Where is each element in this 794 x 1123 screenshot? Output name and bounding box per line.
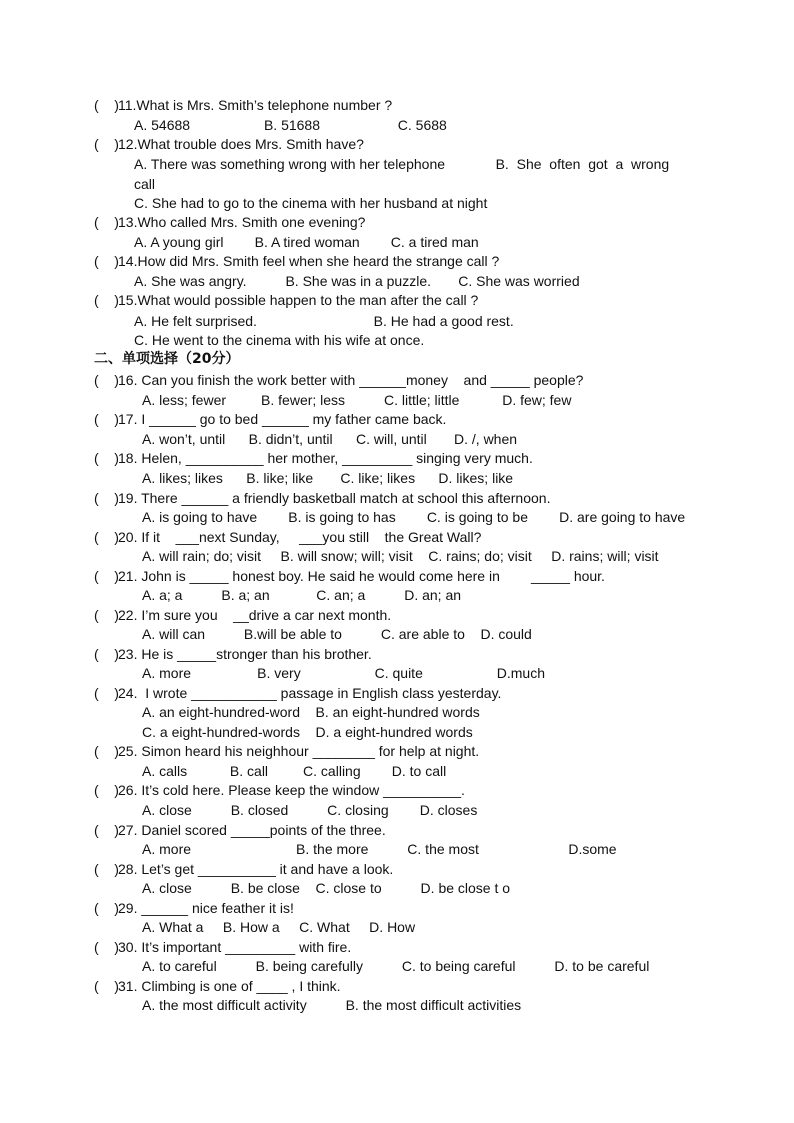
answer-options-line: A. will can B.will be able to C. are able to D. could <box>142 626 532 642</box>
question-stem-11: 11.What is Mrs. Smith’s telephone number ? <box>118 97 393 113</box>
answer-blank-25[interactable]: ( ) <box>94 743 119 759</box>
answer-options-line: C. She had to go to the cinema with her husband at night <box>134 195 488 211</box>
question-stem-31: 31. Climbing is one of ____ , I think. <box>118 978 341 994</box>
section-heading: 二、单项选择（20分） <box>94 351 240 367</box>
answer-options-line: A. to careful B. being carefully C. to being careful D. to be careful <box>142 958 650 974</box>
answer-blank-14[interactable]: ( ) <box>94 253 119 269</box>
question-stem-20: 20. If it ___next Sunday, ___you still the Great Wall? <box>118 529 482 545</box>
answer-options-line: A. a; a B. a; an C. an; a D. an; an <box>142 587 462 603</box>
answer-blank-17[interactable]: ( ) <box>94 411 119 427</box>
answer-options-line: A. is going to have B. is going to has C. is going to be D. are going to have <box>142 509 686 525</box>
question-stem-15: 15.What would possible happen to the man after the call ? <box>118 292 479 308</box>
answer-blank-11[interactable]: ( ) <box>94 97 119 113</box>
question-stem-22: 22. I’m sure you __drive a car next month. <box>118 607 392 623</box>
question-stem-16: 16. Can you finish the work better with ______money and _____ people? <box>118 372 584 388</box>
answer-blank-29[interactable]: ( ) <box>94 900 119 916</box>
answer-options-line: C. He went to the cinema with his wife at once. <box>134 332 425 348</box>
answer-blank-28[interactable]: ( ) <box>94 861 119 877</box>
question-stem-26: 26. It’s cold here. Please keep the window __________. <box>118 782 465 798</box>
answer-options-line: A. likes; likes B. like; like C. like; likes D. likes; like <box>142 470 514 486</box>
answer-blank-21[interactable]: ( ) <box>94 568 119 584</box>
answer-options-line: A. He felt surprised. B. He had a good rest. <box>134 313 514 329</box>
answer-options-line: A. What a B. How a C. What D. How <box>142 919 416 935</box>
answer-options-line: A. an eight-hundred-word B. an eight-hundred words <box>142 704 480 720</box>
question-stem-19: 19. There ______ a friendly basketball match at school this afternoon. <box>118 490 551 506</box>
question-stem-30: 30. It’s important _________ with fire. <box>118 939 352 955</box>
answer-options-line: A. 54688 B. 51688 C. 5688 <box>134 117 447 133</box>
answer-options-line: A. There was something wrong with her telephone B. She often got a wrong <box>134 156 670 172</box>
answer-options-line: A. more B. very C. quite D.much <box>142 665 545 681</box>
answer-options-line: A. the most difficult activity B. the most difficult activities <box>142 997 522 1013</box>
answer-options-line: A. She was angry. B. She was in a puzzle. C. She was worried <box>134 273 580 289</box>
question-stem-24: 24. I wrote ___________ passage in English class yesterday. <box>118 685 502 701</box>
question-stem-12: 12.What trouble does Mrs. Smith have? <box>118 136 364 152</box>
question-stem-28: 28. Let’s get __________ it and have a look. <box>118 861 394 877</box>
answer-options-line: A. will rain; do; visit B. will snow; will; visit C. rains; do; visit D. rains; will; visit <box>142 548 659 564</box>
answer-options-line: C. a eight-hundred-words D. a eight-hundred words <box>142 724 473 740</box>
answer-options-line: A. won’t, until B. didn’t, until C. will, until D. /, when <box>142 431 518 447</box>
question-stem-17: 17. I ______ go to bed ______ my father came back. <box>118 411 447 427</box>
answer-blank-31[interactable]: ( ) <box>94 978 119 994</box>
answer-options-line: call <box>134 176 156 192</box>
answer-blank-15[interactable]: ( ) <box>94 292 119 308</box>
answer-options-line: A. close B. closed C. closing D. closes <box>142 802 478 818</box>
answer-blank-22[interactable]: ( ) <box>94 607 119 623</box>
answer-blank-12[interactable]: ( ) <box>94 136 119 152</box>
question-stem-23: 23. He is _____stronger than his brother. <box>118 646 372 662</box>
answer-blank-18[interactable]: ( ) <box>94 450 119 466</box>
answer-options-line: A. A young girl B. A tired woman C. a tired man <box>134 234 479 250</box>
answer-options-line: A. more B. the more C. the most D.some <box>142 841 617 857</box>
question-stem-29: 29. ______ nice feather it is! <box>118 900 294 916</box>
answer-blank-23[interactable]: ( ) <box>94 646 119 662</box>
question-stem-13: 13.Who called Mrs. Smith one evening? <box>118 214 366 230</box>
question-stem-14: 14.How did Mrs. Smith feel when she heard the strange call ? <box>118 253 500 269</box>
answer-blank-16[interactable]: ( ) <box>94 372 119 388</box>
answer-options-line: A. less; fewer B. fewer; less C. little; little D. few; few <box>142 392 572 408</box>
answer-options-line: A. close B. be close C. close to D. be close t o <box>142 880 511 896</box>
question-stem-27: 27. Daniel scored _____points of the three. <box>118 822 386 838</box>
question-stem-25: 25. Simon heard his neighhour ________ for help at night. <box>118 743 480 759</box>
answer-blank-26[interactable]: ( ) <box>94 782 119 798</box>
answer-blank-24[interactable]: ( ) <box>94 685 119 701</box>
question-stem-21: 21. John is _____ honest boy. He said he would come here in _____ hour. <box>118 568 605 584</box>
answer-blank-27[interactable]: ( ) <box>94 822 119 838</box>
answer-options-line: A. calls B. call C. calling D. to call <box>142 763 447 779</box>
answer-blank-19[interactable]: ( ) <box>94 490 119 506</box>
answer-blank-20[interactable]: ( ) <box>94 529 119 545</box>
question-stem-18: 18. Helen, __________ her mother, _________ singing very much. <box>118 450 533 466</box>
answer-blank-30[interactable]: ( ) <box>94 939 119 955</box>
answer-blank-13[interactable]: ( ) <box>94 214 119 230</box>
